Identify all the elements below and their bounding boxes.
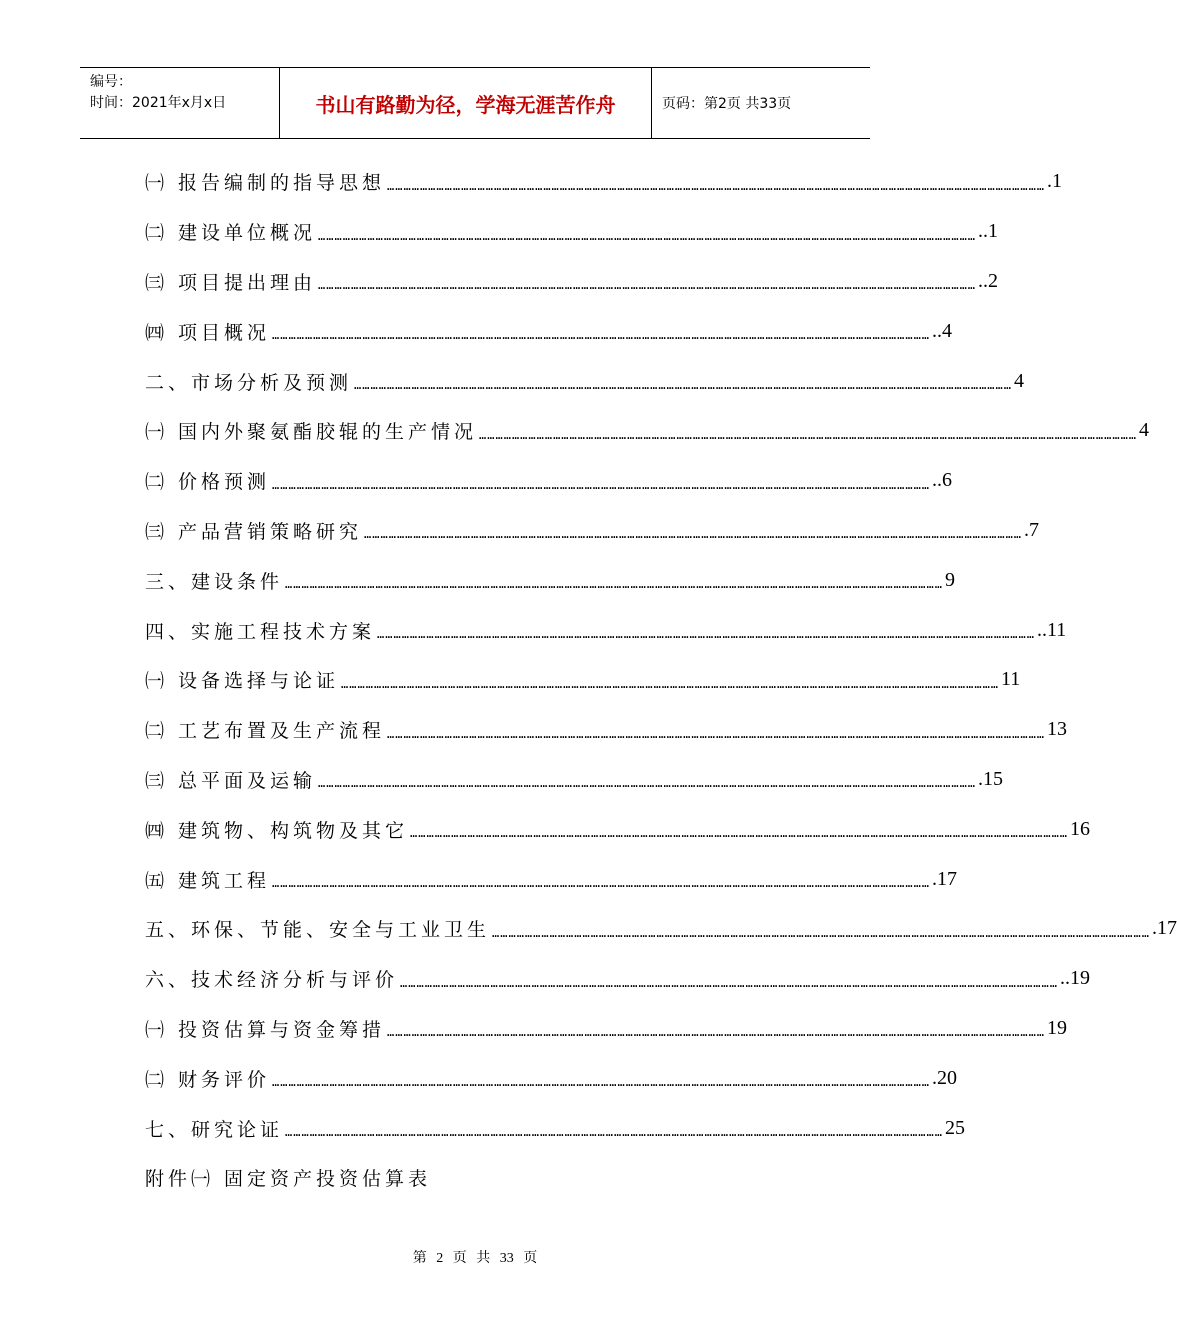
doc-code-label: 编号： — [90, 74, 132, 90]
toc-entry[interactable] — [145, 605, 1067, 655]
toc-entry-title: ㈡ 工艺布置及生产流程 — [145, 720, 386, 743]
toc-entry[interactable] — [145, 904, 1177, 954]
toc-entry-page: ..19 — [1059, 967, 1090, 990]
toc-leader-dots: …………………………………………………………………………………………………………………………………………………………………………………………………………………… — [387, 178, 1046, 193]
toc-entry-page: 9 — [944, 568, 955, 591]
toc-entry-page: 19 — [1047, 1016, 1068, 1039]
toc-entry-title: 二、市场分析及预测 — [145, 371, 353, 394]
toc-entry-page: .15 — [978, 767, 1004, 790]
toc-leader-dots: …………………………………………………………………………………………………………………………………………………………………………………………………………………… — [479, 427, 1138, 442]
toc-leader-dots: …………………………………………………………………………………………………………………………………………………………………………………………………………………… — [400, 975, 1058, 990]
toc-entry-page: .17 — [932, 867, 958, 890]
header-meta — [80, 68, 280, 138]
toc-entry-title: ㈡ 财务评价 — [145, 1068, 271, 1091]
toc-entry-page: ..1 — [978, 220, 999, 243]
toc-entry-title: ㈣ 建筑物、构筑物及其它 — [145, 819, 409, 842]
toc-leader-dots: …………………………………………………………………………………………………………………………………………………………………………………………………………………… — [492, 925, 1150, 940]
toc-entry-page: ..6 — [932, 469, 953, 492]
toc-entry-page: ..4 — [932, 319, 953, 342]
toc-entry[interactable] — [145, 705, 1068, 755]
toc-entry[interactable] — [145, 306, 953, 356]
toc-leader-dots: …………………………………………………………………………………………………………………………………………………………………………………………………………………… — [285, 1125, 943, 1140]
toc-leader-dots: …………………………………………………………………………………………………………………………………………………………………………………………………………………… — [318, 776, 977, 791]
toc-leader-dots: …………………………………………………………………………………………………………………………………………………………………………………………………………………… — [377, 627, 1035, 642]
toc-entry[interactable] — [145, 456, 953, 506]
toc-entry-title: 五、环保、节能、安全与工业卫生 — [145, 919, 491, 942]
toc-entry[interactable] — [145, 1053, 958, 1103]
toc-entry-page: ..2 — [978, 269, 999, 292]
toc-leader-dots: …………………………………………………………………………………………………………………………………………………………………………………………………………………… — [318, 228, 977, 243]
toc-entry-title: ㈡ 价格预测 — [145, 471, 271, 494]
toc-entry[interactable] — [145, 755, 1004, 805]
toc-entry-title: ㈤ 建筑工程 — [145, 869, 271, 892]
toc-entry[interactable] — [145, 1004, 1068, 1054]
toc-leader-dots: …………………………………………………………………………………………………………………………………………………………………………………………………………………… — [318, 278, 977, 293]
toc-entry-page: ..11 — [1036, 618, 1067, 641]
toc-entry[interactable] — [145, 207, 999, 257]
toc-leader-dots: …………………………………………………………………………………………………………………………………………………………………………………………………………………… — [272, 876, 931, 891]
toc-entry-title: ㈢ 项目提出理由 — [145, 271, 317, 294]
toc-entry-title: ㈠ 投资估算与资金筹措 — [145, 1018, 386, 1041]
toc-entry-title: ㈠ 设备选择与论证 — [145, 670, 340, 693]
toc-leader-dots: …………………………………………………………………………………………………………………………………………………………………………………………………………………… — [272, 1075, 931, 1090]
toc-entry-page: 4 — [1013, 369, 1024, 392]
table-of-contents — [145, 157, 1177, 1203]
toc-entry[interactable] — [145, 257, 999, 307]
toc-entry[interactable] — [145, 356, 1024, 406]
toc-entry-title: ㈠ 报告编制的指导思想 — [145, 172, 386, 195]
toc-entry-title: ㈣ 项目概况 — [145, 321, 271, 344]
toc-leader-dots: …………………………………………………………………………………………………………………………………………………………………………………………………………………… — [272, 328, 931, 343]
toc-leader-dots: …………………………………………………………………………………………………………………………………………………………………………………………………………………… — [387, 726, 1046, 741]
toc-entry[interactable] — [145, 406, 1150, 456]
toc-entry[interactable] — [145, 1153, 770, 1203]
toc-leader-dots: …………………………………………………………………………………………………………………………………………………………………………………………………………………… — [341, 676, 1000, 691]
toc-entry-title: ㈠ 国内外聚氨酯胶辊的生产情况 — [145, 421, 478, 444]
toc-entry[interactable] — [145, 555, 955, 605]
toc-entry[interactable] — [145, 506, 1040, 556]
toc-entry[interactable] — [145, 954, 1090, 1004]
toc-entry-page: 4 — [1139, 419, 1150, 442]
toc-entry[interactable] — [145, 1103, 965, 1153]
toc-leader-dots: …………………………………………………………………………………………………………………………………………………………………………………………………………………… — [285, 577, 943, 592]
toc-entry-title: ㈢ 总平面及运输 — [145, 769, 317, 792]
header-slogan: 书山有路勤为径，学海无涯苦作舟 — [280, 68, 652, 138]
toc-entry-page: .20 — [932, 1066, 958, 1089]
toc-entry-page: .17 — [1151, 917, 1177, 940]
toc-leader-dots: …………………………………………………………………………………………………………………………………………………………………………………………………………………… — [410, 826, 1069, 841]
toc-entry-title: 四、实施工程技术方案 — [145, 620, 376, 643]
toc-entry-page: 13 — [1047, 718, 1068, 741]
toc-entry-title: 附件㈠ 固定资产投资估算表 — [145, 1168, 432, 1191]
page-footer: 第 2 页 共 33 页 — [412, 1251, 538, 1266]
toc-entry[interactable] — [145, 804, 1091, 854]
toc-entry-title: 三、建设条件 — [145, 570, 284, 593]
toc-leader-dots: …………………………………………………………………………………………………………………………………………………………………………………………………………………… — [354, 378, 1012, 393]
page-header — [80, 67, 870, 139]
toc-entry-page: 16 — [1070, 817, 1091, 840]
toc-entry-page: .1 — [1047, 170, 1063, 193]
toc-entry-page: 11 — [1001, 668, 1021, 691]
doc-time-label: 时间：2021年x月x日 — [90, 95, 227, 111]
toc-entry[interactable] — [145, 157, 1063, 207]
toc-entry-page: 25 — [944, 1116, 965, 1139]
toc-leader-dots: …………………………………………………………………………………………………………………………………………………………………………………………………………………… — [387, 1025, 1046, 1040]
toc-entry[interactable] — [145, 854, 958, 904]
toc-entry-page: .7 — [1024, 518, 1040, 541]
toc-leader-dots: …………………………………………………………………………………………………………………………………………………………………………………………………………………… — [272, 477, 931, 492]
toc-entry-title: ㈢ 产品营销策略研究 — [145, 520, 363, 543]
toc-leader-dots: …………………………………………………………………………………………………………………………………………………………………………………………………………………… — [364, 527, 1023, 542]
toc-entry-title: ㈡ 建设单位概况 — [145, 222, 317, 245]
toc-entry[interactable] — [145, 655, 1021, 705]
toc-entry-title: 七、研究论证 — [145, 1118, 284, 1141]
header-page-info: 页码：第2页 共33页 — [662, 96, 792, 112]
toc-entry-title: 六、技术经济分析与评价 — [145, 969, 399, 992]
